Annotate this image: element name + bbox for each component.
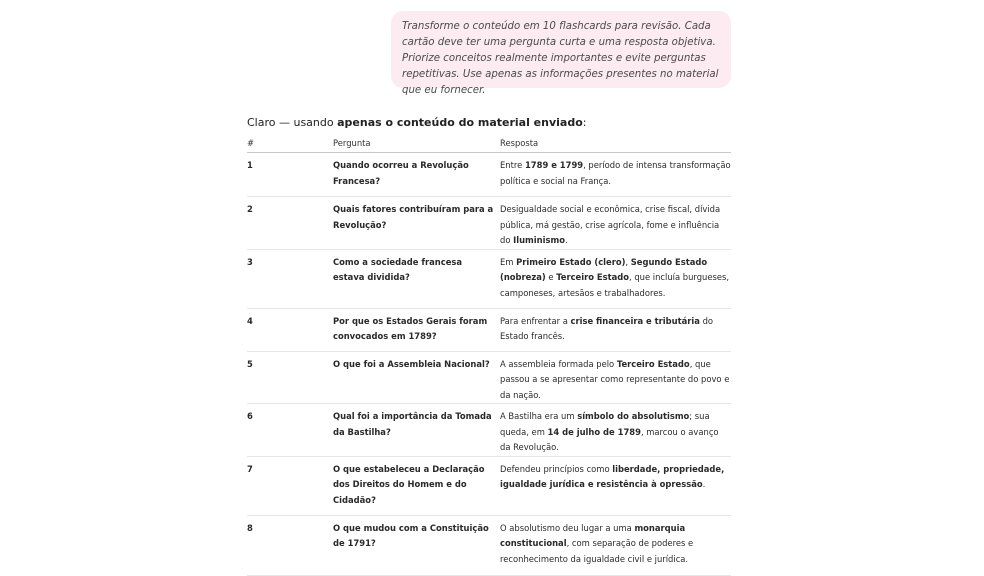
table-row [247,308,731,351]
answer-emphasis: Terceiro Estado [556,272,630,282]
intro-suffix: : [582,116,587,129]
table-row [247,351,731,404]
flashcards-table [247,134,731,576]
answer-text: , com separação de poderes e reconhecimento da igualdade civil e jurídica. [500,538,694,564]
row-number: 2 [247,197,333,250]
row-answer [500,404,731,457]
answer-emphasis: Terceiro Estado [616,358,690,369]
table-row [247,249,731,308]
row-number: 1 [247,153,333,197]
row-answer [500,351,731,404]
row-answer [500,153,731,197]
answer-text: A assembleia formada pelo [500,358,617,369]
user-message-text: Transforme o conteúdo em 10 flashcards para revisão. Cada cartão deve ter uma pergunta curta e uma resposta objetiva. Priorize conceitos realmente importantes e evite perguntas repetitivas. Use apenas as informações presentes no material que eu fornecer. [402,21,719,96]
header-answer: Resposta [500,134,731,153]
table-row [247,456,731,515]
row-number: 8 [247,515,333,575]
row-number: 6 [247,404,333,457]
row-answer [500,308,731,351]
answer-text: Desigualdade social e econômica, crise fiscal, dívida pública, má gestão, crise agrícola, fome e influência do [500,204,721,245]
table-header-row [247,134,731,153]
answer-text: Defendeu princípios como [500,463,613,474]
row-question: O que foi a Assembleia Nacional? [333,351,500,404]
answer-text: . [702,479,706,489]
answer-text: Em [500,256,517,267]
answer-text: do Estado francês. [500,315,714,341]
assistant-intro [247,116,587,130]
user-message-bubble [391,11,731,96]
row-question: O que estabeleceu a Declaração dos Direitos do Homem e do Cidadão? [333,456,500,515]
answer-emphasis: Iluminismo [513,235,565,245]
row-answer [500,197,731,250]
answer-text: , que passou a se apresentar como representante do povo e da nação. [500,358,730,400]
row-number: 3 [247,249,333,308]
answer-text: e [545,272,557,282]
row-question: Quando ocorreu a Revolução Francesa? [333,153,500,197]
answer-text: O absolutismo deu lugar a uma [500,522,635,533]
answer-text: . [564,235,568,245]
table-row [247,197,731,250]
answer-text: Para enfrentar a [500,315,571,326]
header-question: Pergunta [333,134,500,153]
answer-emphasis: símbolo do absolutismo [577,411,690,421]
row-question: O que mudou com a Constituição de 1791? [333,515,500,575]
answer-text: , período de intensa transformação política e social na França. [500,160,731,186]
intro-prefix: Claro — usando [247,116,338,129]
table-row [247,515,731,575]
row-question: Quais fatores contribuíram para a Revolução? [333,197,500,250]
table-row [247,153,731,197]
answer-emphasis: 14 de julho de 1789 [547,426,641,437]
answer-emphasis: Segundo Estado (nobreza) [500,256,708,282]
answer-emphasis: 1789 e 1799 [524,160,584,170]
answer-emphasis: crise financeira e tributária [570,315,700,326]
answer-text: A Bastilha era um [500,411,578,421]
table-row [247,404,731,457]
row-question: Por que os Estados Gerais foram convocados em 1789? [333,308,500,351]
answer-text: , que incluía burgueses, camponeses, artesãos e trabalhadores. [500,272,730,298]
answer-emphasis: Primeiro Estado (clero) [516,256,626,267]
row-answer [500,515,731,575]
intro-bold: apenas o conteúdo do material enviado [337,116,583,129]
answer-emphasis: monarquia constitucional [500,522,686,548]
answer-text: , [625,256,631,267]
row-answer [500,456,731,515]
answer-text: , marcou o avanço da Revolução. [500,426,719,452]
row-number: 4 [247,308,333,351]
row-number: 5 [247,351,333,404]
answer-text: ; sua queda, em [500,411,710,437]
row-question: Qual foi a importância da Tomada da Bastilha? [333,404,500,457]
header-number: # [247,134,333,153]
answer-text: Entre [500,160,525,170]
row-number: 7 [247,456,333,515]
row-answer [500,249,731,308]
answer-emphasis: liberdade, propriedade, igualdade jurídica e resistência à opressão [500,463,725,489]
row-question: Como a sociedade francesa estava dividida? [333,249,500,308]
